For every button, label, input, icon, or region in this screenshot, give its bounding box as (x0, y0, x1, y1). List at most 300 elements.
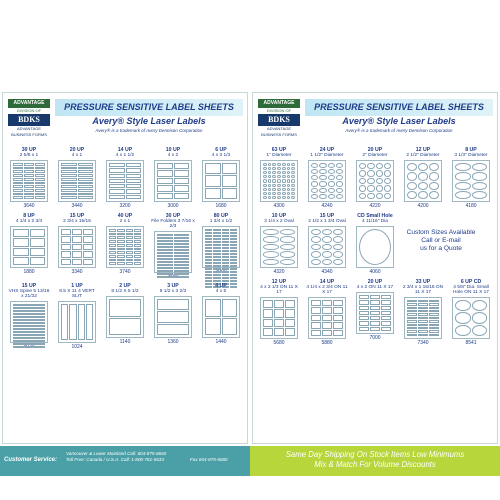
product-code: 3640 (23, 203, 35, 209)
label-shape (24, 163, 34, 166)
label-shape (24, 170, 34, 173)
label-shape (472, 163, 488, 171)
label-shape (126, 248, 133, 251)
label-shape (277, 163, 281, 166)
label-shape (287, 179, 291, 182)
label-shape (282, 167, 286, 170)
label-shape (277, 175, 281, 178)
label-shape (230, 262, 237, 264)
label-product-8541 (449, 279, 493, 346)
label-size: 4 1/4 x 2 3/4 ON 11 X 17 (306, 285, 348, 295)
product-code: 7000 (369, 335, 381, 341)
sheet-header (3, 93, 247, 145)
label-shape (222, 229, 229, 231)
label-shape (61, 189, 77, 192)
label-shape (213, 259, 220, 261)
label-shape (30, 229, 46, 237)
label-shape (333, 330, 343, 336)
sheet-thumbnail (452, 160, 490, 202)
label-shape (13, 238, 29, 246)
label-shape (328, 188, 335, 193)
label-shape (13, 170, 23, 173)
label-shape (407, 327, 417, 329)
label-shape (429, 303, 439, 305)
label-shape (24, 182, 34, 185)
company-logo (8, 99, 50, 137)
label-shape (61, 193, 77, 196)
sheet-thumbnail (10, 301, 48, 343)
label-shape (282, 184, 286, 187)
label-shape (126, 259, 133, 262)
label-shape (61, 170, 77, 173)
label-product-3000 (151, 147, 195, 209)
label-shape (230, 247, 237, 249)
label-shape (311, 194, 318, 199)
label-shape (134, 244, 141, 247)
label-shape (109, 174, 125, 178)
label-shape (78, 189, 94, 192)
logo-line3: BDKS (8, 114, 50, 126)
label-shape (13, 346, 45, 348)
label-shape (407, 334, 417, 336)
label-shape (35, 167, 45, 170)
label-shape (230, 244, 237, 246)
label-shape (72, 236, 82, 242)
label-shape (370, 311, 380, 315)
label-size: 4 x 5 (215, 289, 227, 294)
label-count: 20 UP (69, 147, 85, 153)
label-shape (322, 251, 332, 257)
label-shape (277, 167, 281, 170)
sheet-thumbnail (58, 301, 96, 343)
label-shape (311, 181, 318, 186)
label-shape (359, 306, 369, 310)
label-shape (134, 248, 141, 251)
label-shape (407, 310, 417, 312)
label-shape (213, 271, 220, 273)
label-count: 12 UP (415, 147, 431, 153)
label-shape (359, 185, 366, 191)
label-shape (370, 295, 380, 299)
label-shape (319, 169, 326, 174)
label-size: 2" Diameter (362, 153, 388, 158)
label-shape (359, 295, 369, 299)
label-size: 1 3/4 x 1/2 (209, 219, 233, 224)
label-shape (174, 185, 190, 191)
label-shape (213, 262, 220, 264)
label-shape (126, 229, 133, 232)
label-shape (287, 184, 291, 187)
label-shape (282, 171, 286, 174)
logo-line2: DIVISION OF (266, 108, 292, 113)
label-shape (117, 248, 124, 251)
label-shape (222, 318, 238, 336)
logo-line4: ADVANTAGE BUSINESS FORMS (11, 126, 47, 137)
label-shape (109, 195, 125, 199)
label-product-1880 (7, 213, 51, 275)
label-shape (222, 232, 229, 234)
label-shape (407, 307, 417, 309)
shipping-note (250, 450, 500, 470)
label-shape (263, 179, 267, 182)
sheet-subtitle: Avery® Style Laser Labels (92, 116, 206, 126)
label-product-3340 (55, 213, 99, 275)
label-shape (230, 277, 237, 279)
label-shape (280, 236, 296, 242)
label-shape (381, 316, 391, 320)
label-shape (407, 317, 417, 319)
label-shape (359, 170, 366, 176)
sheet-thumbnail (106, 160, 144, 202)
label-shape (109, 244, 116, 247)
label-shape (381, 300, 391, 304)
label-shape (322, 229, 332, 235)
product-code: 4220 (369, 203, 381, 209)
label-shape (157, 273, 173, 275)
label-shape (370, 300, 380, 304)
label-count: 24 UP (319, 147, 335, 153)
label-shape (157, 299, 189, 310)
label-shape (213, 244, 220, 246)
label-shape (78, 304, 85, 340)
label-shape (157, 185, 173, 191)
label-shape (319, 175, 326, 180)
label-shape (336, 181, 343, 186)
label-shape (13, 340, 45, 342)
label-shape (30, 257, 46, 265)
product-code: 3740 (119, 269, 131, 275)
label-shape (311, 315, 321, 321)
label-shape (455, 325, 471, 336)
footer-shipping (250, 446, 500, 476)
label-shape (174, 249, 190, 251)
label-shape (376, 185, 383, 191)
label-shape (222, 274, 229, 276)
label-product-4220 (353, 147, 397, 209)
label-shape (280, 244, 296, 250)
label-count: 80 UP (213, 213, 229, 219)
label-shape (230, 253, 237, 255)
label-shape (222, 268, 229, 270)
label-product-4320 (257, 213, 301, 275)
label-shape (277, 171, 281, 174)
label-size: 3 1/4 x 2 Oval (264, 219, 294, 224)
sheet-thumbnail (356, 292, 394, 334)
company-logo (258, 99, 300, 137)
label-shape (263, 167, 267, 170)
label-shape (230, 235, 237, 237)
label-product-5680 (257, 279, 301, 346)
label-shape (72, 244, 82, 250)
label-shape (13, 322, 45, 324)
label-shape (455, 300, 471, 311)
custom-sizes-note (401, 229, 481, 253)
label-shape (455, 172, 471, 180)
label-shape (83, 236, 93, 242)
label-shape (359, 327, 369, 331)
label-shape (13, 174, 23, 177)
label-shape (280, 229, 296, 235)
label-shape (359, 321, 369, 325)
label-shape (359, 311, 369, 315)
label-count: 6 UP (215, 147, 227, 153)
label-shape (86, 304, 93, 340)
label-shape (13, 307, 45, 309)
product-code: 1880 (23, 269, 35, 275)
label-count: 8 UP (465, 147, 477, 153)
label-shape (222, 265, 229, 267)
label-shape (69, 304, 76, 340)
label-shape (13, 163, 23, 166)
label-size: 1" Diameter (266, 153, 292, 158)
label-shape (263, 236, 279, 242)
label-shape (126, 255, 133, 258)
label-shape (213, 229, 220, 231)
label-shape (157, 261, 173, 263)
label-shape (205, 280, 212, 282)
label-shape (126, 244, 133, 247)
label-shape (222, 238, 229, 240)
label-size: 4 x 1 1/2 (115, 153, 135, 158)
label-shape (370, 306, 380, 310)
label-product-3580 (151, 213, 195, 280)
label-count: 14 UP (319, 279, 335, 285)
label-shape (126, 184, 142, 188)
label-shape (311, 188, 318, 193)
label-shape (328, 181, 335, 186)
label-shape (384, 185, 391, 191)
label-shape (213, 256, 220, 258)
label-shape (418, 163, 428, 171)
label-shape (35, 193, 45, 196)
label-shape (157, 178, 173, 184)
label-shape (13, 328, 45, 330)
label-shape (13, 185, 23, 188)
label-shape (311, 175, 318, 180)
label-shape (205, 271, 212, 273)
label-shape (13, 331, 45, 333)
label-count: CD Small Hole (357, 213, 393, 219)
label-shape (282, 192, 286, 195)
label-shape (333, 307, 343, 313)
label-shape (333, 315, 343, 321)
label-shape (333, 244, 343, 250)
label-shape (174, 261, 190, 263)
label-shape (157, 249, 173, 251)
label-shape (287, 175, 291, 178)
label-shape (230, 280, 237, 282)
label-shape (472, 191, 488, 199)
label-shape (109, 168, 125, 172)
label-shape (222, 271, 229, 273)
label-shape (117, 259, 124, 262)
label-shape (381, 295, 391, 299)
label-product-4340 (305, 213, 349, 275)
label-shape (418, 313, 428, 315)
label-shape (13, 196, 23, 199)
label-shape (381, 327, 391, 331)
label-shape (117, 262, 124, 265)
label-shape (213, 247, 220, 249)
label-shape (126, 251, 133, 254)
label-shape (333, 251, 343, 257)
label-count: 3 UP (167, 283, 179, 289)
label-shape (376, 170, 383, 176)
sheet-header (253, 93, 497, 145)
sheet-thumbnail (202, 160, 240, 202)
sheet-thumbnail (404, 160, 442, 202)
label-shape (117, 255, 124, 258)
label-shape (83, 259, 93, 265)
label-shape (282, 163, 286, 166)
label-shape (35, 174, 45, 177)
label-count: 1 UP (71, 283, 83, 289)
label-count: 2 UP (119, 283, 131, 289)
label-shape (311, 330, 321, 336)
product-code: 4340 (321, 269, 333, 275)
label-shape (429, 313, 439, 315)
sheet-thumbnail (154, 160, 192, 202)
label-shape (268, 188, 272, 191)
label-shape (429, 330, 439, 332)
label-shape (280, 251, 296, 257)
local-phone: Vancouver & Lower Mainland Call: 604-875-6660 (66, 451, 167, 456)
product-code: 5680 (273, 340, 285, 346)
custom-line-3: us for a Quote (420, 245, 462, 252)
label-shape (291, 184, 295, 187)
label-shape (13, 310, 45, 312)
label-shape (13, 167, 23, 170)
label-shape (418, 182, 428, 190)
label-shape (222, 250, 229, 252)
label-shape (222, 247, 229, 249)
label-size: 4 11/16" Dia (362, 219, 388, 224)
product-code: 4180 (465, 203, 477, 209)
label-size: 4 x 3 1/3 (211, 153, 231, 158)
product-code: 3000 (167, 203, 179, 209)
label-shape (319, 163, 326, 168)
label-shape (72, 229, 82, 235)
label-shape (35, 178, 45, 181)
label-shape (109, 163, 125, 167)
sheet-title: PRESSURE SENSITIVE LABEL SHEETS (305, 99, 493, 116)
label-size: 2 1/2 x 1 3/4 Oval (308, 219, 346, 224)
label-shape (174, 276, 190, 278)
label-product-3440 (55, 147, 99, 209)
label-shape (174, 273, 190, 275)
label-shape (418, 310, 428, 312)
label-shape (24, 167, 34, 170)
label-shape (13, 313, 45, 315)
label-product-4020 (7, 283, 51, 350)
custom-line-2: Call or E-mail (421, 237, 461, 244)
label-shape (277, 179, 281, 182)
label-shape (429, 320, 439, 322)
shipping-line-2: Mix & Match For Volume Discounts (314, 460, 436, 469)
label-shape (319, 194, 326, 199)
label-shape (61, 182, 77, 185)
label-shape (13, 229, 29, 237)
label-shape (282, 188, 286, 191)
label-shape (359, 229, 391, 265)
label-shape (24, 178, 34, 181)
label-shape (157, 255, 173, 257)
label-shape (205, 241, 212, 243)
label-shape (311, 244, 321, 250)
label-shape (205, 277, 212, 279)
label-shape (230, 232, 237, 234)
label-shape (263, 229, 279, 235)
label-shape (157, 240, 173, 242)
product-code: 4240 (321, 203, 333, 209)
product-code: 1360 (167, 339, 179, 345)
label-shape (174, 243, 190, 245)
label-shape (381, 321, 391, 325)
sheet-thumbnail (154, 296, 192, 338)
label-shape (174, 170, 190, 176)
label-shape (83, 251, 93, 257)
label-shape (263, 244, 279, 250)
sheet-thumbnail (260, 297, 298, 339)
sheet-thumbnail (10, 226, 48, 268)
label-shape (311, 236, 321, 242)
label-shape (230, 268, 237, 270)
label-shape (336, 188, 343, 193)
label-shape (376, 163, 383, 169)
label-shape (336, 163, 343, 168)
label-shape (134, 233, 141, 236)
label-shape (13, 334, 45, 336)
label-shape (322, 315, 332, 321)
label-shape (407, 313, 417, 315)
label-shape (61, 167, 77, 170)
label-shape (282, 196, 286, 199)
label-shape (418, 172, 428, 180)
label-shape (174, 240, 190, 242)
label-shape (277, 184, 281, 187)
label-shape (78, 174, 94, 177)
label-shape (274, 319, 284, 327)
label-shape (174, 255, 190, 257)
label-shape (174, 234, 190, 236)
label-shape (370, 321, 380, 325)
label-shape (213, 238, 220, 240)
product-code: 4060 (369, 269, 381, 275)
label-shape (126, 189, 142, 193)
label-shape (109, 299, 141, 317)
label-shape (311, 300, 321, 306)
label-shape (30, 238, 46, 246)
right-label-sheet (252, 92, 498, 444)
label-shape (157, 264, 173, 266)
label-count: 30 UP (165, 213, 181, 219)
logo-line3: BDKS (258, 114, 300, 126)
label-shape (35, 182, 45, 185)
label-shape (205, 188, 221, 199)
label-size: 8 1/2 X 5 1/2 (111, 289, 139, 294)
label-shape (336, 175, 343, 180)
label-shape (277, 192, 281, 195)
label-shape (367, 163, 374, 169)
label-shape (407, 191, 417, 199)
label-shape (109, 189, 125, 193)
label-shape (384, 170, 391, 176)
label-shape (287, 163, 291, 166)
label-shape (13, 182, 23, 185)
label-shape (263, 319, 273, 327)
label-shape (418, 191, 428, 199)
sheet-thumbnail (308, 160, 346, 202)
